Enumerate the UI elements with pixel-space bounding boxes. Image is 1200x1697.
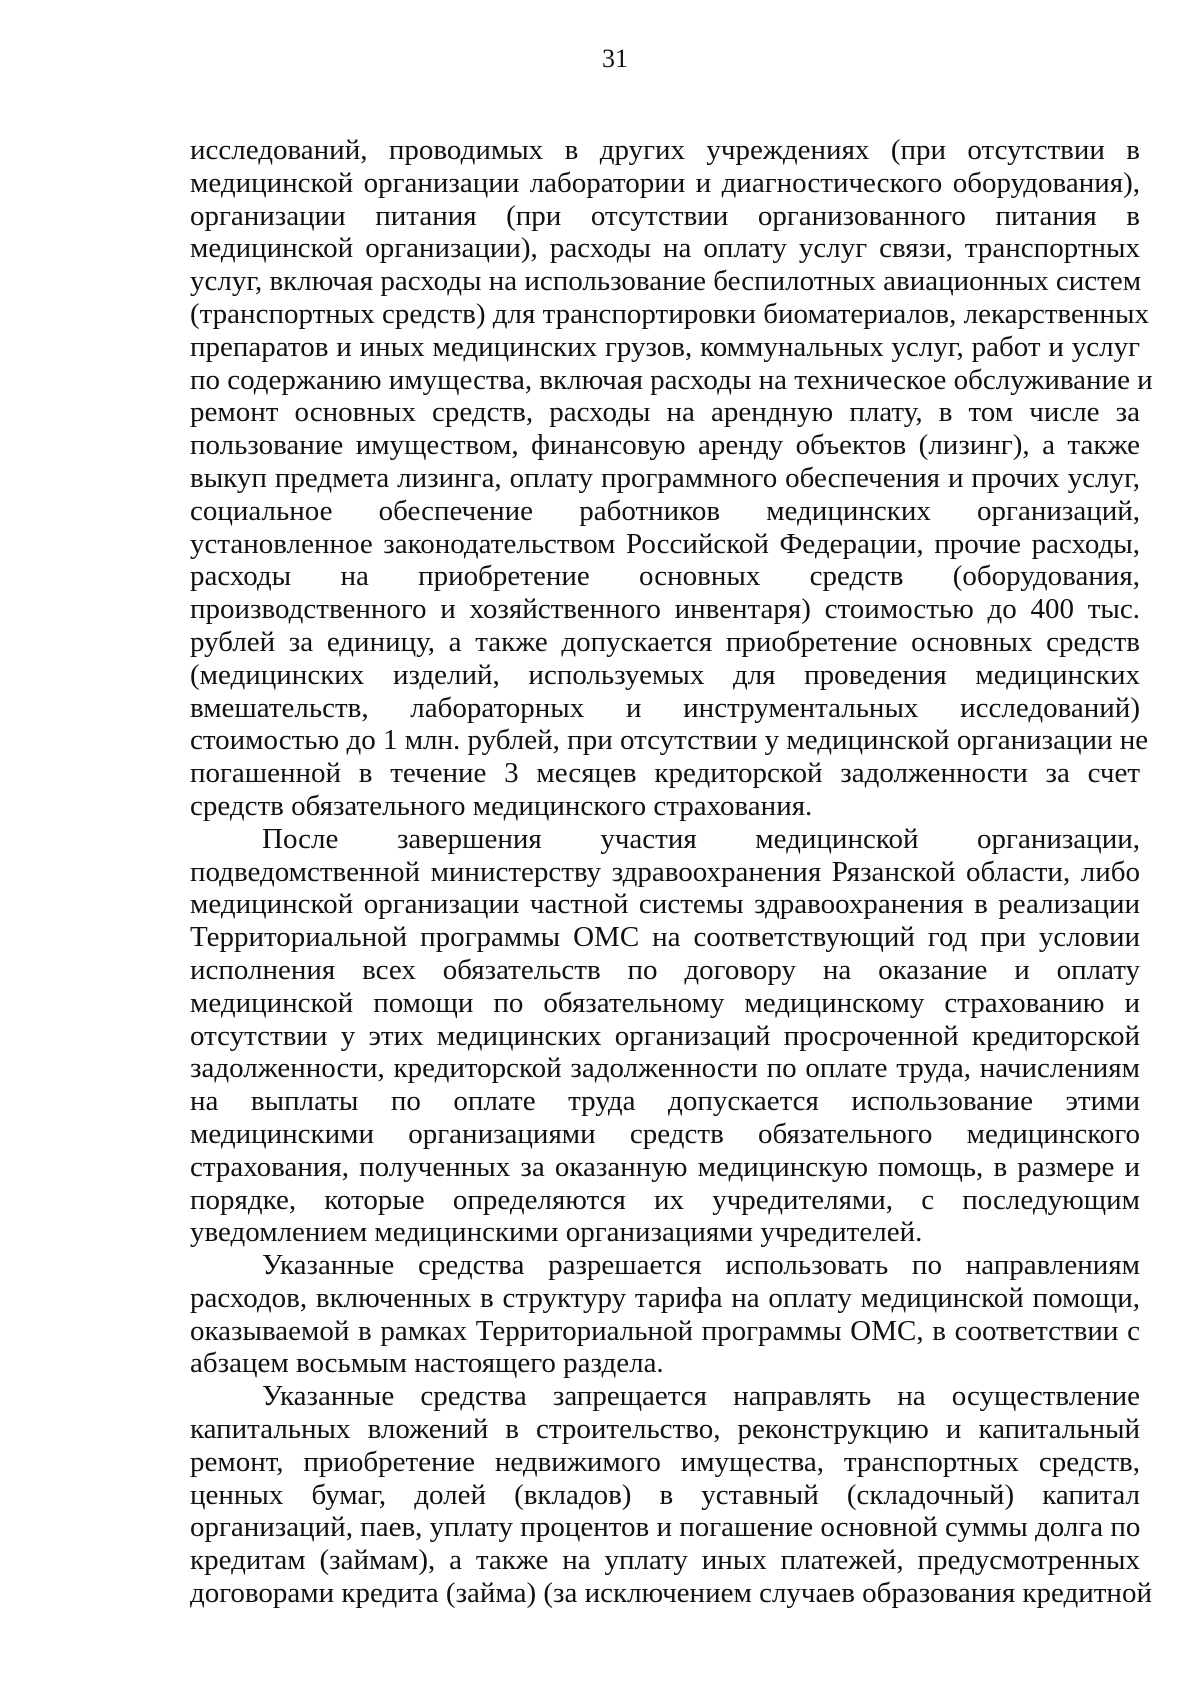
text-line: ремонт, приобретение недвижимого имущества, транспортных средств,: [190, 1445, 1140, 1478]
text-line: капитальных вложений в строительство, реконструкцию и капитальный: [190, 1413, 1140, 1446]
text-line: производственного и хозяйственного инвентаря) стоимостью до 400 тыс.: [190, 593, 1140, 626]
text-line: Указанные средства запрещается направлять на осуществление: [262, 1380, 1140, 1413]
text-line: медицинской организации), расходы на оплату услуг связи, транспортных: [190, 232, 1140, 265]
text-line: Территориальной программы ОМС на соответствующий год при условии: [190, 921, 1140, 954]
text-line: установленное законодательством Российской Федерации, прочие расходы,: [190, 527, 1140, 560]
text-line: на выплаты по оплате труда допускается использование этими: [190, 1085, 1140, 1118]
text-line: выкуп предмета лизинга, оплату программного обеспечения и прочих услуг,: [190, 461, 1140, 494]
text-line: (транспортных средств) для транспортировки биоматериалов, лекарственных: [190, 297, 1149, 330]
text-line: задолженности, кредиторской задолженности по оплате труда, начислениям: [190, 1052, 1140, 1085]
text-line: расходов, включенных в структуру тарифа на оплату медицинской помощи,: [190, 1281, 1140, 1314]
text-line: медицинскими организациями средств обязательного медицинского: [190, 1117, 1140, 1150]
text-line: страхования, полученных за оказанную медицинскую помощь, в размере и: [190, 1150, 1140, 1183]
text-line: кредитам (займам), а также на уплату иных платежей, предусмотренных: [190, 1544, 1140, 1577]
text-line: (медицинских изделий, используемых для проведения медицинских: [190, 658, 1140, 691]
text-line: подведомственной министерству здравоохранения Рязанской области, либо: [190, 855, 1140, 888]
text-line: препаратов и иных медицинских грузов, коммунальных услуг, работ и услуг: [190, 330, 1140, 363]
text-line: услуг, включая расходы на использование беспилотных авиационных систем: [190, 265, 1142, 298]
paragraph: [190, 1380, 1152, 1610]
text-line: организации питания (при отсутствии организованного питания в: [190, 199, 1140, 232]
text-line: пользование имуществом, финансовую аренду объектов (лизинг), а также: [190, 429, 1140, 462]
text-line: порядке, которые определяются их учредителями, с последующим: [190, 1183, 1140, 1216]
text-line: отсутствии у этих медицинских организаций просроченной кредиторской: [190, 1019, 1140, 1052]
text-line: абзацем восьмым настоящего раздела.: [190, 1347, 664, 1380]
text-line: медицинской организации частной системы здравоохранения в реализации: [190, 888, 1140, 921]
text-line: Указанные средства разрешается использовать по направлениям: [262, 1249, 1140, 1282]
text-line: уведомлением медицинскими организациями учредителей.: [190, 1216, 923, 1249]
text-line: медицинской помощи по обязательному медицинскому страхованию и: [190, 986, 1140, 1019]
text-line: по содержанию имущества, включая расходы на техническое обслуживание и: [190, 363, 1153, 396]
text-line: После завершения участия медицинской организации,: [262, 822, 1140, 855]
text-line: договорами кредита (займа) (за исключением случаев образования кредитной: [190, 1577, 1152, 1610]
text-line: оказываемой в рамках Территориальной программы ОМС, в соответствии с: [190, 1314, 1140, 1347]
text-line: ремонт основных средств, расходы на арендную плату, в том числе за: [190, 396, 1140, 429]
text-line: исследований, проводимых в других учреждениях (при отсутствии в: [190, 134, 1140, 166]
text-line: вмешательств, лабораторных и инструментальных исследований): [190, 691, 1140, 724]
text-line: стоимостью до 1 млн. рублей, при отсутствии у медицинской организации не: [190, 724, 1149, 757]
text-line: погашенной в течение 3 месяцев кредиторской задолженности за счет: [190, 757, 1140, 790]
text-line: средств обязательного медицинского страхования.: [190, 789, 813, 822]
text-line: организаций, паев, уплату процентов и погашение основной суммы долга по: [190, 1511, 1141, 1544]
text-line: расходы на приобретение основных средств (оборудования,: [190, 560, 1140, 593]
text-line: социальное обеспечение работников медицинских организаций,: [190, 494, 1140, 527]
paragraph: [190, 134, 1153, 823]
text-line: медицинской организации лаборатории и диагностического оборудования),: [190, 166, 1140, 199]
paragraph: [190, 823, 1140, 1249]
text-line: рублей за единицу, а также допускается приобретение основных средств: [190, 625, 1140, 658]
page-number: 31: [602, 44, 628, 73]
paragraph: [190, 1249, 1140, 1380]
document-body: [190, 134, 1153, 1610]
text-line: исполнения всех обязательств по договору на оказание и оплату: [190, 953, 1140, 986]
text-line: ценных бумаг, долей (вкладов) в уставный (складочный) капитал: [190, 1478, 1140, 1511]
